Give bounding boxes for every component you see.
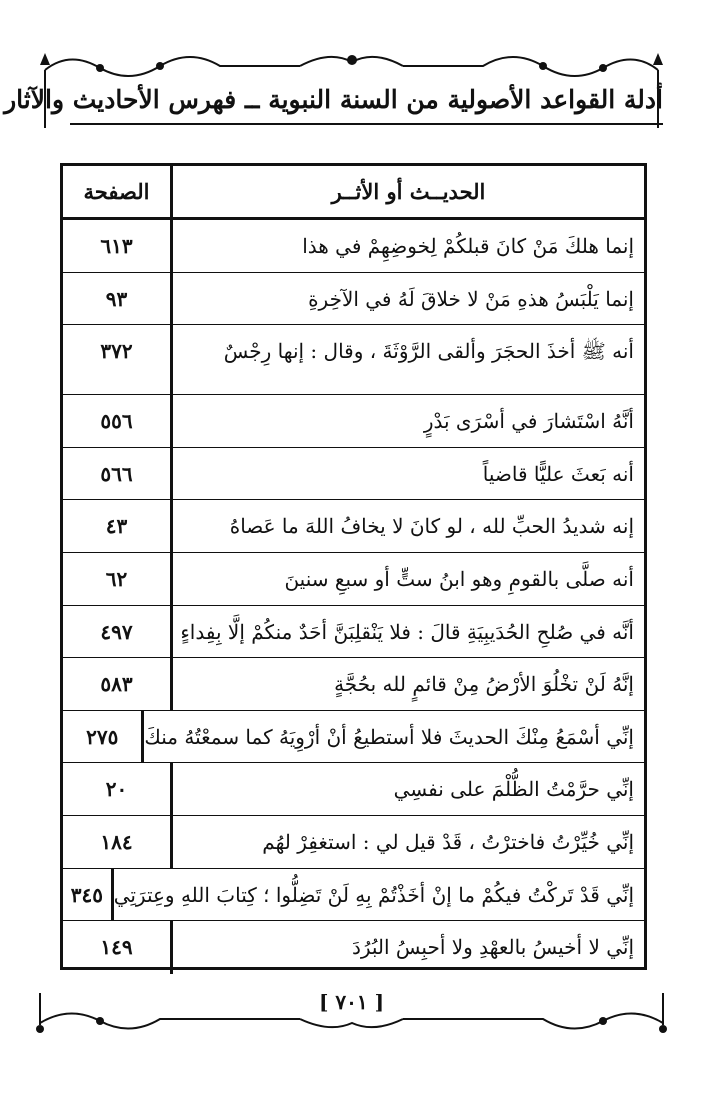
page-ref: ٥٥٦ bbox=[63, 395, 173, 447]
table-row bbox=[63, 869, 644, 922]
page-number: [ ٧٠١ ] bbox=[318, 990, 385, 1014]
table-row bbox=[63, 395, 644, 448]
hadith-text: إنَّهُ لَنْ تخْلُوَ الأرْضُ مِنْ قائمٍ لله بحُجَّةٍ bbox=[334, 672, 634, 697]
hadith-text: أنَّهُ اسْتَشارَ في أسْرَى بَدْرٍ bbox=[423, 409, 634, 434]
hadith-text: إنه شديدُ الحبِّ لله ، لو كانَ لا يخافُ اللهَ ما عَصاهُ bbox=[229, 514, 634, 539]
table-row bbox=[63, 500, 644, 553]
table-row bbox=[63, 711, 644, 764]
hadith-text: إنِّي خُيِّرْتُ فاخترْتُ ، قَدْ قيل لي : استغفِرْ لهُم bbox=[262, 829, 634, 854]
hadith-text: إنِّي حرَّمْتُ الظُّلْمَ على نفسِي bbox=[393, 777, 634, 802]
column-header-hadith: الحديــث أو الأثــر bbox=[331, 179, 486, 204]
page-ref: ٤٣ bbox=[63, 500, 173, 552]
table-row bbox=[63, 921, 644, 974]
hadith-text: إنما هلكَ مَنْ كانَ قبلكُمْ لِخوضِهِمْ في هذا bbox=[302, 234, 634, 258]
page-ref: ٣٧٢ bbox=[63, 325, 173, 394]
table-row bbox=[63, 658, 644, 711]
page-ref: ٩٣ bbox=[63, 273, 173, 325]
page-ref: ٣٤٥ bbox=[63, 869, 114, 921]
table-row bbox=[63, 273, 644, 326]
table-row bbox=[63, 220, 644, 273]
page-ref: ٢٧٥ bbox=[63, 711, 144, 763]
hadith-index-table bbox=[60, 163, 647, 970]
page-ref: ١٤٩ bbox=[63, 921, 173, 974]
hadith-text: أنَّه في صُلحِ الحُدَيبِيَةِ قالَ : فلا يَنْقلِبَنَّ أحَدٌ منكُمْ إلَّا بِفِداءٍ bbox=[180, 619, 634, 644]
table-body bbox=[63, 220, 644, 974]
table-row bbox=[63, 606, 644, 659]
hadith-text: أنه بَعثَ عليًّا قاضياً bbox=[482, 461, 634, 486]
table-row bbox=[63, 325, 644, 395]
header-divider bbox=[70, 123, 663, 125]
hadith-text: أنه صلَّى بالقومِ وهو ابنُ ستٍّ أو سبعِ سنينَ bbox=[284, 566, 634, 591]
table-row bbox=[63, 763, 644, 816]
table-row bbox=[63, 816, 644, 869]
hadith-text: إنما يَلْبَسُ هذهِ مَنْ لا خلاقَ لَهُ في الآخِرةِ bbox=[308, 286, 634, 311]
page-ref: ٤٩٧ bbox=[63, 606, 173, 658]
page-ref: ٦١٣ bbox=[63, 220, 173, 272]
page-ref: ٢٠ bbox=[63, 763, 173, 815]
hadith-text: إنِّي قَدْ تَركْتُ فيكُمْ ما إنْ أخَذْتُمْ بِهِ لَنْ تَضِلُّوا ؛ كِتابَ اللهِ وعِترَتِي bbox=[113, 882, 634, 907]
hadith-text: إنِّي لا أخيسُ بالعهْدِ ولا أحبِسُ البُرُدَ bbox=[351, 935, 634, 960]
hadith-text: أنه ﷺ أخذَ الحجَرَ وألقى الرَّوْثَةَ ، وقال : إنها رِجْسٌ bbox=[223, 339, 634, 364]
table-row bbox=[63, 553, 644, 606]
hadith-text: إنِّي أسْمَعُ مِنْكَ الحديثَ فلا أستطيعُ أنْ أرْوِيَهُ كما سمعْتُهُ منكَ bbox=[144, 724, 634, 749]
page-ref: ٦٢ bbox=[63, 553, 173, 605]
running-header-title: أدلة القواعد الأصولية من السنة النبوية ــ فهرس الأحاديث والآثار bbox=[4, 85, 663, 114]
table-row bbox=[63, 448, 644, 501]
page-ref: ٥٦٦ bbox=[63, 448, 173, 500]
page-ref: ٥٨٣ bbox=[63, 658, 173, 710]
table-header-row bbox=[63, 166, 644, 220]
column-header-page: الصفحة bbox=[63, 166, 173, 217]
page-ref: ١٨٤ bbox=[63, 816, 173, 868]
